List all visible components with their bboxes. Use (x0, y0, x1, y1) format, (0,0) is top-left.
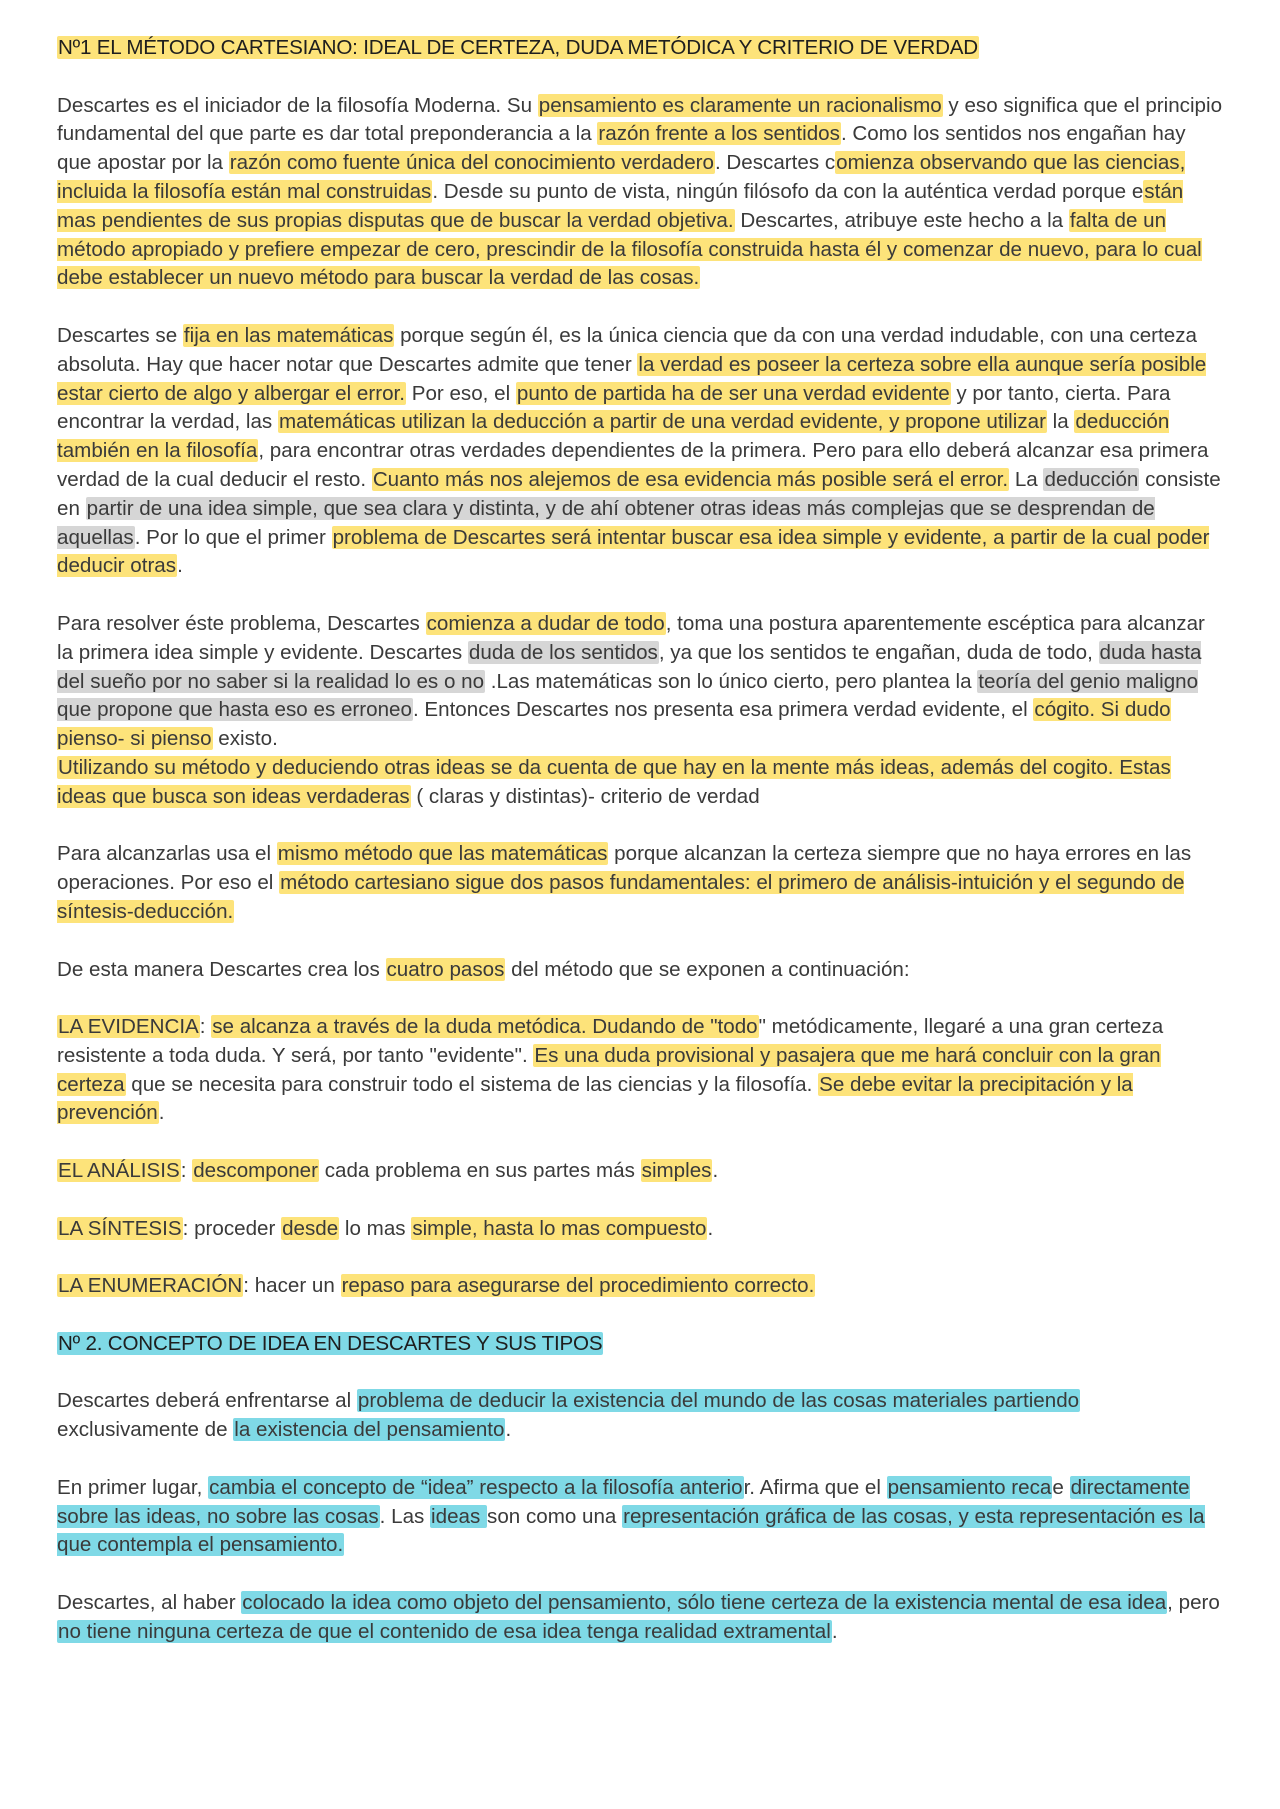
section-1-paragraph-3 (57, 610, 1223, 754)
highlight: Se debe evitar la precipitación y la prevención (57, 1072, 1133, 1125)
highlight: deducción también en la filosofía (57, 410, 1170, 463)
gray-highlight: duda de los sentidos (468, 640, 658, 664)
section-2-title (57, 1330, 1223, 1359)
gray-highlight: deducción (1044, 467, 1139, 491)
highlight: fija en las matemáticas (183, 323, 394, 347)
highlight: método cartesiano sigue dos pasos fundamentales: el primero de análisis-intuición y el segundo de síntesis-deducción. (57, 871, 1185, 923)
highlight: LA EVIDENCIA (58, 1015, 199, 1039)
highlight: razón frente a los sentidos (598, 122, 840, 146)
gray-highlight: duda hasta del sueño por no saber si la realidad lo es o no (57, 640, 1202, 693)
text: . Las (379, 1504, 431, 1528)
section-2-paragraph-1 (57, 1387, 1223, 1445)
section-1-paragraph-4 (57, 754, 1223, 812)
text: : (180, 1159, 193, 1183)
text: . Como los sentidos nos engañan hay que apostar por la (57, 122, 1186, 175)
section-1-paragraph-6 (57, 956, 1223, 985)
text: De esta manera Descartes crea los (57, 957, 386, 981)
cyan-highlight: problema de deducir la existencia del mundo de las cosas materiales partiendo (357, 1389, 1080, 1413)
text: Para alcanzarlas usa el (57, 842, 277, 866)
highlight: simples (641, 1159, 712, 1183)
text: . Entonces Descartes nos presenta esa primera verdad evidente, el (412, 698, 1034, 722)
cyan-highlight: colocado la idea como objeto del pensamiento, sólo tiene certeza de la existencia mental de esa idea (242, 1591, 1167, 1615)
highlight: Nº1 EL MÉTODO CARTESIANO: IDEAL DE CERTEZA, DUDA METÓDICA Y CRITERIO DE VERDAD (58, 36, 978, 59)
text: Descartes deberá enfrentarse al (57, 1389, 357, 1413)
text: y eso significa que el principio fundamental del que parte es dar total preponderancia a la (57, 93, 1223, 146)
highlight: falta de un método apropiado y prefiere empezar de cero, prescindir de la filosofía construida hasta él y comenzar de nuevo, para lo cual debe establecer un nuevo método para buscar la verdad de las cosas. (57, 208, 1202, 290)
highlight: stán mas pendientes de sus propias disputas que de buscar la verdad objetiva. (57, 179, 1184, 232)
highlight: problema de Descartes será intentar buscar esa idea simple y evidente, a partir de la cual poder deducir otras (57, 525, 1210, 578)
text: la (1046, 410, 1075, 434)
text: . (158, 1101, 165, 1125)
highlight: punto de partida ha de ser una verdad evidente (516, 381, 950, 405)
cyan-highlight: Nº 2. CONCEPTO DE IDEA EN DESCARTES Y SUS TIPOS (58, 1331, 603, 1355)
highlight: Cuanto más nos alejemos de esa evidencia más posible será el error. (372, 467, 1009, 491)
text: Para resolver éste problema, Descartes (57, 611, 426, 635)
text: , ya que los sentidos te engañan, duda de todo, (658, 640, 1099, 664)
text: exclusivamente de (57, 1418, 234, 1442)
text: La (1009, 467, 1044, 491)
cyan-highlight: no tiene ninguna certeza de que el contenido de esa idea tenga realidad extramental (58, 1619, 831, 1643)
highlight: repaso para asegurarse del procedimiento correcto. (341, 1274, 815, 1298)
highlight: cuatro pasos (386, 957, 505, 981)
section-1-paragraph-1 (57, 92, 1223, 294)
text: existo. (212, 727, 278, 751)
cyan-highlight: la existencia del pensamiento (234, 1418, 505, 1442)
text: r. Afirma que el (743, 1475, 887, 1499)
highlight: descomponer (193, 1159, 318, 1183)
section-1-paragraph-5 (57, 840, 1223, 926)
highlight: EL ANÁLISIS (58, 1159, 180, 1183)
step-analisis (57, 1157, 1223, 1186)
highlight: razón como fuente única del conocimiento verdadero (229, 151, 714, 175)
step-enumeracion (57, 1272, 1223, 1301)
text: , toma una postura aparentemente escéptica para alcanzar la primera idea simple y evidente. Descartes (57, 611, 1205, 664)
text: , pero (1167, 1591, 1220, 1615)
section-2-paragraph-3 (57, 1589, 1223, 1647)
text: cada problema en sus partes más (318, 1159, 641, 1183)
text: porque alcanzan la certeza siempre que no haya errores en las operaciones. Por eso el (57, 842, 1192, 895)
highlight: LA SÍNTESIS (58, 1216, 182, 1240)
cyan-highlight: directamente sobre las ideas, no sobre las cosas (57, 1475, 1190, 1528)
step-sintesis (57, 1215, 1223, 1244)
highlight: pensamiento es claramente un racionalismo (538, 93, 942, 117)
highlight: comienza a dudar de todo (426, 611, 665, 635)
cyan-highlight: ideas (431, 1504, 487, 1528)
text: . (177, 554, 183, 578)
text: lo mas (339, 1216, 412, 1240)
text: En primer lugar, (57, 1475, 209, 1499)
step-evidencia (57, 1013, 1223, 1128)
section-2-paragraph-2 (57, 1474, 1223, 1560)
text: : (199, 1015, 212, 1039)
highlight: cógito. Si dudo pienso- si pienso (57, 698, 1171, 751)
text: . (712, 1159, 719, 1183)
text: " metódicamente, llegaré a una gran certeza resistente a toda duda. Y será, por tanto "evidente". (57, 1015, 1164, 1067)
text: . (831, 1619, 838, 1643)
text: consiste en (57, 467, 1221, 520)
text: ( claras y distintas)- criterio de verdad (410, 784, 760, 808)
section-1-paragraph-2 (57, 322, 1223, 581)
text: Descartes es el iniciador de la filosofía Moderna. Su (57, 93, 538, 117)
text: . (707, 1216, 714, 1240)
text: .Las matemáticas son lo único cierto, pero plantea la (485, 669, 978, 693)
gray-highlight: teoría del genio maligno que propone que hasta eso es erroneo (57, 669, 1199, 722)
document-page (57, 34, 1223, 1647)
highlight: mismo método que las matemáticas (277, 842, 608, 866)
section-1-title (57, 34, 1223, 63)
highlight: Utilizando su método y deduciendo otras ideas se da cuenta de que hay en la mente más ideas, además del cogito. Estas ideas que busca son ideas verdaderas (57, 755, 1171, 808)
text: del método que se exponen a continuación: (505, 957, 910, 981)
highlight: Es una duda provisional y pasajera que me hará concluir con la gran certeza (57, 1043, 1161, 1096)
cyan-highlight: representación gráfica de las cosas, y esta representación es la que contempla el pensamiento. (57, 1504, 1205, 1557)
text: que se necesita para construir todo el sistema de las ciencias y la filosofía. (125, 1072, 819, 1096)
cyan-highlight: cambia el concepto de “idea” respecto a la filosofía anterio (209, 1475, 743, 1499)
text: . Desde su punto de vista, ningún filósofo da con la auténtica verdad porque e (432, 179, 1144, 203)
highlight: se alcanza a través de la duda metódica. Dudando de "todo (212, 1015, 758, 1039)
highlight: desde (282, 1216, 339, 1240)
text: son como una (487, 1504, 623, 1528)
text: : hacer un (243, 1274, 341, 1298)
text: . Por lo que el primer (134, 525, 332, 549)
text: . Descartes c (714, 151, 836, 175)
text: . (505, 1418, 512, 1442)
text: Descartes, al haber (57, 1591, 242, 1615)
text: , para encontrar otras verdades dependientes de la primera. Pero para ello deberá alcanzar esa primera verdad de la cual deducir el resto. (57, 439, 1209, 491)
highlight: LA ENUMERACIÓN (58, 1274, 243, 1298)
text: : proceder (182, 1216, 282, 1240)
text: Descartes se (57, 323, 183, 347)
cyan-highlight: pensamiento reca (887, 1475, 1052, 1499)
text: Descartes, atribuye este hecho a la (734, 208, 1069, 232)
text: porque según él, es la única ciencia que da con una verdad indudable, con una certeza absoluta. Hay que hacer notar que Descartes admite que tener (57, 323, 1197, 376)
highlight: simple, hasta lo mas compuesto (412, 1216, 707, 1240)
gray-highlight: partir de una idea simple, que sea clara y distinta, y de ahí obtener otras ideas más complejas que se desprendan de aquellas (57, 496, 1155, 549)
text: e (1052, 1475, 1070, 1499)
text: y por tanto, cierta. Para encontrar la verdad, las (57, 381, 1171, 434)
highlight: omienza observando que las ciencias, incluida la filosofía están mal construidas (57, 151, 1186, 203)
highlight: la verdad es poseer la certeza sobre ella aunque sería posible estar cierto de algo y albergar el error. (57, 352, 1207, 405)
text: Por eso, el (405, 381, 516, 405)
highlight: matemáticas utilizan la deducción a partir de una verdad evidente, y propone utilizar (278, 410, 1046, 434)
